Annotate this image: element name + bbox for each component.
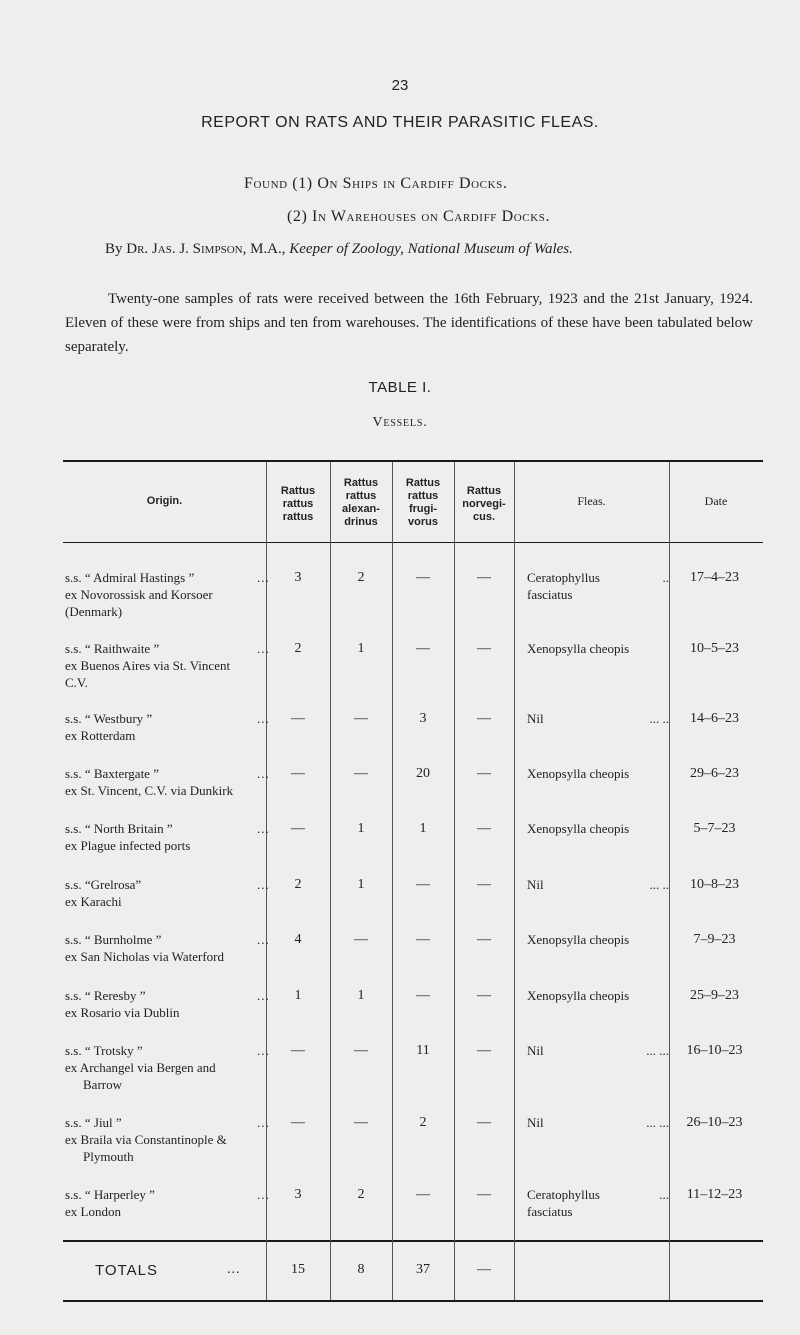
count-rattus-rattus: 3 [294,570,302,585]
total-rattus-frugivorus: 37 [416,1262,430,1277]
header-rattus-alexandrinus [330,477,392,529]
intro-paragraph: Twenty-one samples of rats were received between the 16th February, 1923 and the 21st January, 1924. Eleven of these were from ships and ten from warehouses. The identifications of these have been tabulated below separately. [65,291,753,355]
count-rattus-norvegicus: — [477,988,491,1003]
date: 16–10–23 [686,1043,743,1058]
author-role: Keeper of Zoology, National Museum of Wales. [289,241,573,257]
date: 10–8–23 [690,877,739,892]
ship-route: ex San Nicholas via Waterford [65,949,224,964]
ship-name: s.s. “ Baxtergate ” [65,766,159,781]
flea-species: Nil [527,711,544,726]
date: 29–6–23 [690,766,739,781]
flea-species: Xenopsylla cheopis [527,821,630,836]
ship-route: (Denmark) [65,604,123,619]
header-text: rattus [282,511,314,523]
count-rattus-frugivorus: 1 [419,821,427,836]
count-rattus-frugivorus: 20 [416,766,430,781]
table-subtitle: Vessels. [372,415,428,430]
count-rattus-frugivorus: — [416,932,430,947]
header-text: Rattus [280,485,316,497]
total-rattus-alexandrinus: 8 [357,1262,365,1277]
date: 10–5–23 [690,641,739,656]
total-rattus-norvegicus: — [477,1262,491,1277]
ship-name: s.s. “ Raithwaite ” [65,641,160,656]
header-text: norvegi- [462,498,506,510]
header-text: vorus [408,516,438,528]
count-rattus-alexandrinus: 2 [357,1187,365,1202]
date: 7–9–23 [693,932,736,947]
count-rattus-norvegicus: — [477,766,491,781]
count-rattus-alexandrinus: — [354,1043,368,1058]
ship-name: s.s. “ Harperley ” [65,1187,155,1202]
count-rattus-frugivorus: 2 [419,1115,427,1130]
count-rattus-norvegicus: — [477,711,491,726]
count-rattus-rattus: — [291,1115,305,1130]
header-text: alexan- [342,503,380,515]
header-text: Rattus [343,477,379,489]
total-rattus-rattus: 15 [291,1262,305,1277]
count-rattus-frugivorus: — [416,570,430,585]
count-rattus-frugivorus: — [416,641,430,656]
count-rattus-frugivorus: 3 [419,711,427,726]
header-origin: Origin. [146,495,183,507]
table-top-rule [63,460,763,462]
flea-species: Xenopsylla cheopis [527,988,630,1003]
ship-route: ex Rotterdam [65,728,136,743]
count-rattus-alexandrinus: — [354,1115,368,1130]
count-rattus-frugivorus: — [416,877,430,892]
date: 25–9–23 [690,988,739,1003]
totals-top-rule [63,1240,763,1242]
flea-species: Nil [527,1043,544,1058]
ship-route: ex Rosario via Dublin [65,1005,180,1020]
count-rattus-norvegicus: — [477,821,491,836]
header-bottom-rule [63,542,763,543]
count-rattus-rattus: 3 [294,1187,302,1202]
ship-name: s.s. “ North Britain ” [65,821,173,836]
found-line-ships: Found (1) On Ships in Cardiff Docks. [244,175,508,192]
count-rattus-alexandrinus: 2 [357,570,365,585]
header-rattus-rattus [266,485,330,524]
ship-name: s.s. “ Trotsky ” [65,1043,143,1058]
count-rattus-rattus: 2 [294,641,302,656]
header-fleas: Fleas. [577,494,606,508]
flea-species: Nil [527,877,544,892]
header-text: drinus [344,516,378,528]
ship-route: ex Plague infected ports [65,838,191,853]
ship-name: s.s. “ Westbury ” [65,711,153,726]
count-rattus-frugivorus: — [416,988,430,1003]
flea-species: Nil [527,1115,544,1130]
header-text: rattus [282,498,314,510]
ship-route: C.V. [65,675,88,690]
count-rattus-rattus: 2 [294,877,302,892]
author-name: Dr. Jas. J. Simpson, M.A., [126,241,286,257]
vessels-table: Origin. Rattus rattus rattus Rattus rattus alexan- drinus Rattus rattus frugi- vorus Rattus norvegi- cus. Fleas. Date s.s. “ Admiral Hastings ” ex Novorossisk and Korsoer (Denmark) ... 3 2 — — Ceratophyllus fasciatus .. 17–4–23 s.s. “ Raithwaite ” ex Buenos Aires via St. Vincent C.V. ... 2 1 — — Xenopsylla cheopis 10–5–23 s.s. “ Westbury ” ex Rotterdam ... — — 3 — Nil ... .. 14–6–23 s.s. “ Baxtergate ” ex St. Vincent, C.V. via Dunkirk ... — — 20 — Xenopsylla cheopis 29–6–23 s.s. “ North Britain ” ex Plague infected ports ... — 1 1 — Xenopsylla cheopis 5–7–23 s.s. “Grelrosa” ex Karachi ... 2 1 — — Nil ... .. 10–8–23 s.s. “ Burnholme ” ex San Nicholas via Waterford ... 4 — — — Xenopsylla cheopis 7–9–23 s.s. “ Reresby ” ex Rosario via Dublin ... 1 1 — — Xenopsylla cheopis 25–9–23 s.s. “ Trotsky ” ex Archangel via Bergen and Barrow ... — — 11 — Nil ... ... 16–10–23 s.s. “ Jiul ” ex Braila via Constantinople & Plymouth ... — — 2 — Nil ... ... 26–10–23 s.s. “ Harperley ” ex London ... 3 2 — — Ceratophyllus fasciatus ... 11–12–23 TOTALS ... 15 8 37 — [0,0,800,1335]
date: 14–6–23 [690,711,739,726]
count-rattus-alexandrinus: 1 [357,988,365,1003]
document-title: REPORT ON RATS AND THEIR PARASITIC FLEAS. [201,114,599,131]
ship-route: Plymouth [83,1149,134,1164]
header-text: cus. [472,511,495,523]
count-rattus-norvegicus: — [477,1115,491,1130]
count-rattus-alexandrinus: 1 [357,877,365,892]
flea-species: fasciatus [527,587,573,602]
date: 11–12–23 [686,1187,743,1202]
count-rattus-alexandrinus: — [354,932,368,947]
count-rattus-rattus: — [291,1043,305,1058]
date: 26–10–23 [686,1115,743,1130]
ship-route: ex St. Vincent, C.V. via Dunkirk [65,783,234,798]
ship-route: ex London [65,1204,121,1219]
flea-species: Xenopsylla cheopis [527,932,630,947]
count-rattus-norvegicus: — [477,932,491,947]
count-rattus-rattus: 4 [294,932,302,947]
count-rattus-alexandrinus: 1 [357,641,365,656]
count-rattus-alexandrinus: — [354,711,368,726]
ship-route: ex Braila via Constantinople & [65,1132,227,1147]
ship-name: s.s. “ Reresby ” [65,988,146,1003]
ship-route: ex Archangel via Bergen and [65,1060,216,1075]
count-rattus-norvegicus: — [477,570,491,585]
table-bottom-rule [63,1300,763,1302]
count-rattus-rattus: 1 [294,988,302,1003]
ship-route: ex Buenos Aires via St. Vincent [65,658,231,673]
ship-route: ex Karachi [65,894,122,909]
count-rattus-frugivorus: — [416,1187,430,1202]
header-text: Rattus [405,477,441,489]
ship-name: s.s. “Grelrosa” [65,877,142,892]
count-rattus-frugivorus: 11 [416,1043,430,1058]
count-rattus-alexandrinus: 1 [357,821,365,836]
ship-name: s.s. “ Burnholme ” [65,932,162,947]
table-label: TABLE I. [368,379,432,396]
count-rattus-rattus: — [291,711,305,726]
header-text: rattus [345,490,377,502]
flea-species: Ceratophyllus [527,570,600,585]
header-text: frugi- [408,503,438,515]
date: 17–4–23 [690,570,739,585]
ship-route: Barrow [83,1077,122,1092]
header-date: Date [704,494,728,508]
header-rattus-norvegicus [454,485,514,524]
page-number: 23 [391,77,409,94]
count-rattus-norvegicus: — [477,877,491,892]
header-text: Rattus [466,485,502,497]
byline-prefix: By [105,241,127,257]
count-rattus-rattus: — [291,821,305,836]
count-rattus-norvegicus: — [477,641,491,656]
flea-species: Ceratophyllus [527,1187,600,1202]
date: 5–7–23 [693,821,736,836]
flea-species: Xenopsylla cheopis [527,766,630,781]
found-line-warehouses: (2) In Warehouses on Cardiff Docks. [287,208,551,225]
ship-name: s.s. “ Jiul ” [65,1115,122,1130]
count-rattus-rattus: — [291,766,305,781]
totals-label: TOTALS [95,1262,158,1279]
flea-species: Xenopsylla cheopis [527,641,630,656]
header-rattus-frugivorus [392,477,454,529]
count-rattus-norvegicus: — [477,1187,491,1202]
ship-name: s.s. “ Admiral Hastings ” [65,570,195,585]
header-text: rattus [407,490,439,502]
count-rattus-norvegicus: — [477,1043,491,1058]
flea-species: fasciatus [527,1204,573,1219]
column-divider [514,462,515,1300]
ship-route: ex Novorossisk and Korsoer [65,587,213,602]
count-rattus-alexandrinus: — [354,766,368,781]
